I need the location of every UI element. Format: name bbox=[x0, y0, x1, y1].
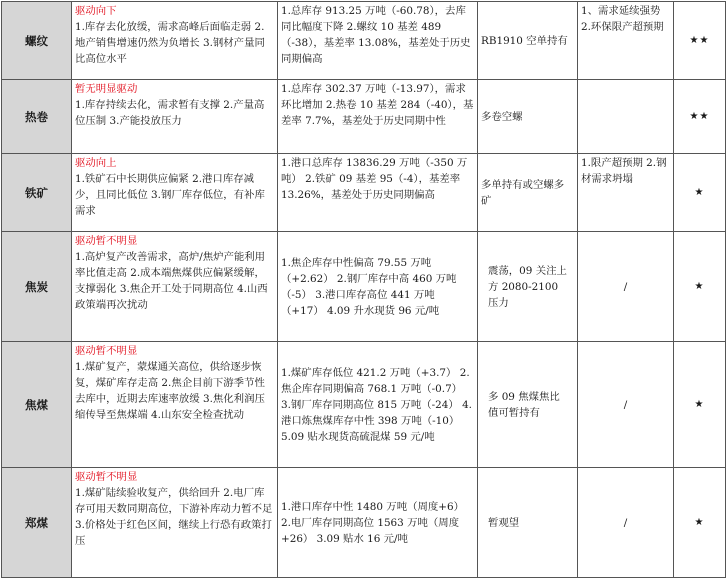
driver-label: 暂无明显驱动 bbox=[75, 83, 138, 95]
logic-text: 1.库存持续去化，需求暂有支撑 2.产量高位压制 3.产能投放压力 bbox=[75, 99, 265, 127]
logic-cell bbox=[72, 80, 278, 154]
commodity-name: 焦煤 bbox=[2, 342, 72, 468]
rating-stars: ★ bbox=[674, 154, 726, 232]
table-row bbox=[2, 80, 726, 154]
rating-stars: ★★ bbox=[674, 2, 726, 80]
logic-cell bbox=[72, 2, 278, 80]
risk-cell: 1.限产超预期 2.钢材需求坍塌 bbox=[578, 154, 674, 232]
rating-stars: ★ bbox=[674, 232, 726, 342]
view-cell: 多卷空螺 bbox=[478, 80, 578, 154]
rating-stars: ★★ bbox=[674, 80, 726, 154]
commodity-name: 热卷 bbox=[2, 80, 72, 154]
commodity-name: 铁矿 bbox=[2, 154, 72, 232]
commodity-name: 螺纹 bbox=[2, 2, 72, 80]
rating-stars: ★ bbox=[674, 342, 726, 468]
commodity-name: 焦炭 bbox=[2, 232, 72, 342]
logic-cell bbox=[72, 232, 278, 342]
table-row bbox=[2, 468, 726, 578]
logic-text: 1.库存去化放缓，需求高峰后面临走弱 2.地产销售增速仍然为负增长 3.钢材产量同比高位水平 bbox=[75, 21, 265, 65]
data-cell: 1.总库存 302.37 万吨（-13.97），需求环比增加 2.热卷 10 基差 284（-40），基差率 7.7%，基差处于历史同期中性 bbox=[278, 80, 478, 154]
data-cell: 1.总库存 913.25 万吨（-60.78），去库同比幅度下降 2.螺纹 10 基差 489（-38），基差率 13.08%，基差处于历史同期偏高 bbox=[278, 2, 478, 80]
logic-text: 1.铁矿石中长期供应偏紧 2.港口库存减少，且同比低位 3.钢厂库存低位，有补库需求 bbox=[75, 173, 265, 217]
data-cell: 1.煤矿库存低位 421.2 万吨（+3.7） 2.焦企库存同期偏高 768.1 万吨（-0.7） 3.钢厂库存同期高位 815 万吨（-24） 4.港口炼焦煤库存中性 398 万吨（-10） 5.09 贴水现货高硫混煤 59 元/吨 bbox=[278, 342, 478, 468]
data-cell: 1.港口库存中性 1480 万吨（周度+6） 2.电厂库存同期高位 1563 万吨（周度+26） 3.09 贴水 16 元/吨 bbox=[278, 468, 478, 578]
driver-label: 驱动暂不明显 bbox=[75, 345, 138, 357]
table-row bbox=[2, 2, 726, 80]
driver-label: 驱动暂不明显 bbox=[75, 235, 138, 247]
view-cell: 多 09 焦煤焦比值可暂持有 bbox=[478, 342, 578, 468]
commodity-table bbox=[1, 1, 726, 578]
view-cell: 多单持有或空螺多矿 bbox=[478, 154, 578, 232]
table-row bbox=[2, 342, 726, 468]
view-cell: RB1910 空单持有 bbox=[478, 2, 578, 80]
risk-cell bbox=[578, 80, 674, 154]
logic-text: 1.高炉复产改善需求，高炉/焦炉产能利用率比值走高 2.成本端焦煤供应偏紧缓解，支撑弱化 3.焦企开工处于同期高位 4.山西政策端再次扰动 bbox=[75, 251, 268, 311]
data-cell: 1.焦企库存中性偏高 79.55 万吨（+2.62） 2.钢厂库存中高 460 万吨（-5） 3.港口库存高位 441 万吨（+17） 4.09 升水现货 96 元/吨 bbox=[278, 232, 478, 342]
driver-label: 驱动暂不明显 bbox=[75, 471, 138, 483]
table-row bbox=[2, 154, 726, 232]
logic-cell bbox=[72, 154, 278, 232]
table-row bbox=[2, 232, 726, 342]
logic-cell bbox=[72, 342, 278, 468]
risk-cell: / bbox=[578, 232, 674, 342]
rating-stars: ★ bbox=[674, 468, 726, 578]
commodity-name: 郑煤 bbox=[2, 468, 72, 578]
driver-label: 驱动向下 bbox=[75, 5, 117, 17]
risk-cell: / bbox=[578, 468, 674, 578]
logic-text: 1.煤矿复产，蒙煤通关高位，供给逐步恢复，煤矿库存走高 2.焦企目前下游季节性去库中，近期去库速率放缓 3.焦化利润压缩传导至焦煤端 4.山东安全检查扰动 bbox=[75, 361, 265, 421]
driver-label: 驱动向上 bbox=[75, 157, 117, 169]
logic-text: 1.煤矿陆续验收复产，供给回升 2.电厂库存可用天数同期高位，下游补库动力暂不足 3.价格处于红色区间，继续上行恐有政策打压 bbox=[75, 487, 273, 547]
data-cell: 1.港口总库存 13836.29 万吨（-350 万吨） 2.铁矿 09 基差 95（-4），基差率 13.26%，基差处于历史同期偏高 bbox=[278, 154, 478, 232]
risk-cell: / bbox=[578, 342, 674, 468]
view-cell: 暂观望 bbox=[478, 468, 578, 578]
risk-cell: 1、需求延续强势 2.环保限产超预期 bbox=[578, 2, 674, 80]
logic-cell bbox=[72, 468, 278, 578]
view-cell: 震荡，09 关注上方 2080-2100 压力 bbox=[478, 232, 578, 342]
